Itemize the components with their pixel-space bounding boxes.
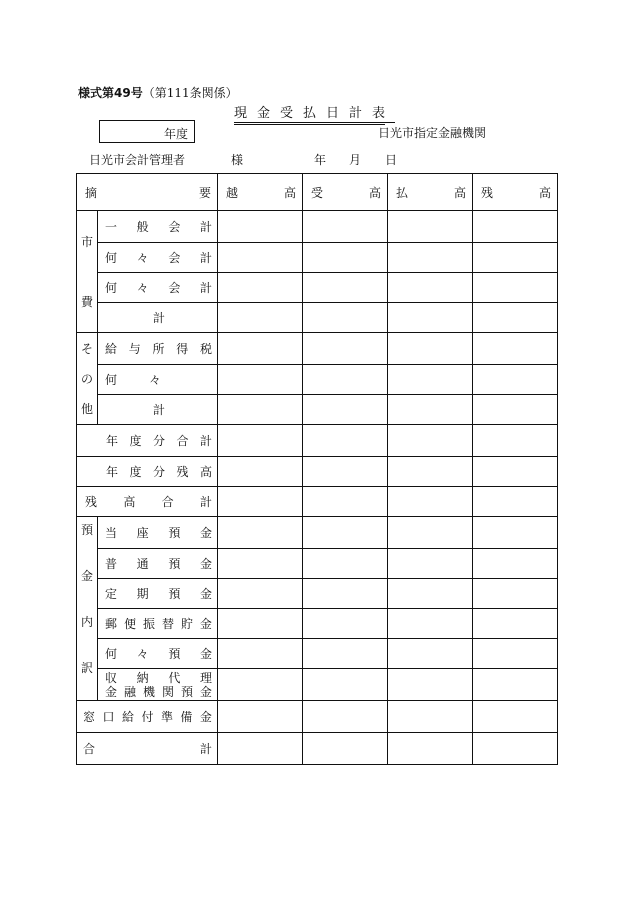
table-row [77, 487, 558, 517]
row-label-general-account: 一 般 会 計 [98, 211, 218, 243]
cell-input[interactable] [388, 579, 473, 609]
cell-input[interactable] [303, 669, 388, 701]
row-label-grand-total: 合 計 [77, 733, 218, 765]
cell-input[interactable] [218, 333, 303, 365]
cell-input[interactable] [388, 609, 473, 639]
cell-input[interactable] [303, 733, 388, 765]
cell-input[interactable] [473, 669, 558, 701]
cell-input[interactable] [218, 273, 303, 303]
cell-input[interactable] [473, 365, 558, 395]
fiscal-year-label: 年度 [163, 127, 188, 141]
cell-input[interactable] [473, 333, 558, 365]
table-row [77, 273, 558, 303]
table-row [77, 457, 558, 487]
date-year-label: 年 [314, 153, 327, 167]
row-label-other-account-1: 何 々 会 計 [98, 243, 218, 273]
row-label-year-total: 年 度 分 合 計 [77, 425, 218, 457]
cell-input[interactable] [303, 425, 388, 457]
cell-input[interactable] [218, 639, 303, 669]
cell-input[interactable] [303, 395, 388, 425]
accounting-manager: 日光市会計管理者 [89, 153, 186, 167]
cell-input[interactable] [218, 303, 303, 333]
group-label-city: 市 費 [77, 211, 98, 333]
cell-input[interactable] [218, 609, 303, 639]
form-number-main: 様式第49号 [78, 86, 143, 100]
table-row [77, 579, 558, 609]
table-row [77, 333, 558, 365]
date-month-label: 月 [349, 153, 362, 167]
cell-input[interactable] [218, 425, 303, 457]
header-carryover: 越 高 [218, 174, 303, 211]
cell-input[interactable] [388, 211, 473, 243]
cell-input[interactable] [388, 701, 473, 733]
date-day-label: 日 [385, 153, 398, 167]
row-label-other-item: 何 々 [98, 365, 218, 395]
cell-input[interactable] [388, 243, 473, 273]
cell-input[interactable] [473, 701, 558, 733]
cell-input[interactable] [303, 549, 388, 579]
cell-input[interactable] [218, 701, 303, 733]
cell-input[interactable] [388, 425, 473, 457]
honorific: 様 [231, 153, 244, 167]
agent-line-2: 金 融 機 関 預 金 [105, 684, 212, 699]
cell-input[interactable] [473, 733, 558, 765]
row-label-income-tax: 給 与 所 得 税 [98, 333, 218, 365]
cell-input[interactable] [218, 211, 303, 243]
cell-input[interactable] [388, 333, 473, 365]
cell-input[interactable] [218, 487, 303, 517]
cell-input[interactable] [218, 579, 303, 609]
form-number [78, 84, 238, 101]
table-row [77, 609, 558, 639]
table-row [77, 211, 558, 243]
form-number-ref: （第111条関係） [142, 86, 238, 100]
cell-input[interactable] [388, 733, 473, 765]
cell-input[interactable] [388, 487, 473, 517]
cash-ledger-table [76, 173, 558, 765]
cell-input[interactable] [388, 273, 473, 303]
table-header-row [77, 174, 558, 211]
cell-input[interactable] [473, 487, 558, 517]
cell-input[interactable] [388, 395, 473, 425]
row-label-other-account-2: 何 々 会 計 [98, 273, 218, 303]
header-summary: 摘 要 [77, 174, 218, 211]
table-row [77, 243, 558, 273]
cell-input[interactable] [303, 333, 388, 365]
fiscal-year-field[interactable] [99, 120, 195, 143]
cell-input[interactable] [218, 549, 303, 579]
cell-input[interactable] [388, 365, 473, 395]
row-label-other-subtotal: 計 [98, 395, 218, 425]
header-balance: 残 高 [473, 174, 558, 211]
cell-input[interactable] [303, 579, 388, 609]
cell-input[interactable] [303, 457, 388, 487]
row-label-city-subtotal: 計 [98, 303, 218, 333]
cell-input[interactable] [473, 457, 558, 487]
cell-input[interactable] [303, 273, 388, 303]
cell-input[interactable] [218, 243, 303, 273]
cell-input[interactable] [303, 517, 388, 549]
cell-input[interactable] [218, 457, 303, 487]
table-row [77, 669, 558, 701]
cell-input[interactable] [473, 425, 558, 457]
cell-input[interactable] [473, 609, 558, 639]
cell-input[interactable] [388, 303, 473, 333]
cell-input[interactable] [473, 243, 558, 273]
cell-input[interactable] [473, 211, 558, 243]
row-label-year-balance: 年 度 分 残 高 [77, 457, 218, 487]
agent-line-1: 収 納 代 理 [105, 670, 212, 685]
cell-input[interactable] [218, 395, 303, 425]
cell-input[interactable] [218, 733, 303, 765]
page-title: 現金受払日計表 [234, 102, 395, 123]
row-label-agent-bank-deposit [98, 669, 218, 701]
cell-input[interactable] [303, 487, 388, 517]
table-row [77, 639, 558, 669]
row-label-ordinary-deposit: 普 通 預 金 [98, 549, 218, 579]
table-row [77, 517, 558, 549]
table-row [77, 425, 558, 457]
table-row [77, 733, 558, 765]
group-label-other: そ の 他 [77, 333, 98, 425]
header-paid: 払 高 [388, 174, 473, 211]
cell-input[interactable] [303, 639, 388, 669]
cell-input[interactable] [218, 365, 303, 395]
cell-input[interactable] [388, 669, 473, 701]
table-row [77, 365, 558, 395]
cell-input[interactable] [473, 639, 558, 669]
cell-input[interactable] [303, 701, 388, 733]
row-label-balance-total: 残 高 合 計 [77, 487, 218, 517]
table-row [77, 701, 558, 733]
cell-input[interactable] [473, 303, 558, 333]
row-label-checking-deposit: 当 座 預 金 [98, 517, 218, 549]
cell-input[interactable] [388, 457, 473, 487]
cell-input[interactable] [218, 669, 303, 701]
group-label-deposits: 預 金 内 訳 [77, 517, 98, 701]
row-label-other-deposit: 何 々 預 金 [98, 639, 218, 669]
cell-input[interactable] [388, 549, 473, 579]
cell-input[interactable] [218, 517, 303, 549]
cell-input[interactable] [473, 395, 558, 425]
header-received: 受 高 [303, 174, 388, 211]
cell-input[interactable] [473, 579, 558, 609]
cell-input[interactable] [303, 303, 388, 333]
designated-bank: 日光市指定金融機関 [378, 126, 487, 140]
row-label-time-deposit: 定 期 預 金 [98, 579, 218, 609]
table-row [77, 395, 558, 425]
cell-input[interactable] [303, 609, 388, 639]
cell-input[interactable] [303, 243, 388, 273]
table-row [77, 303, 558, 333]
table-row [77, 549, 558, 579]
cell-input[interactable] [473, 273, 558, 303]
cell-input[interactable] [473, 517, 558, 549]
cell-input[interactable] [303, 365, 388, 395]
cell-input[interactable] [303, 211, 388, 243]
cell-input[interactable] [473, 549, 558, 579]
row-label-window-reserve: 窓 口 給 付 準 備 金 [77, 701, 218, 733]
cell-input[interactable] [388, 639, 473, 669]
row-label-postal-transfer: 郵 便 振 替 貯 金 [98, 609, 218, 639]
cell-input[interactable] [388, 517, 473, 549]
